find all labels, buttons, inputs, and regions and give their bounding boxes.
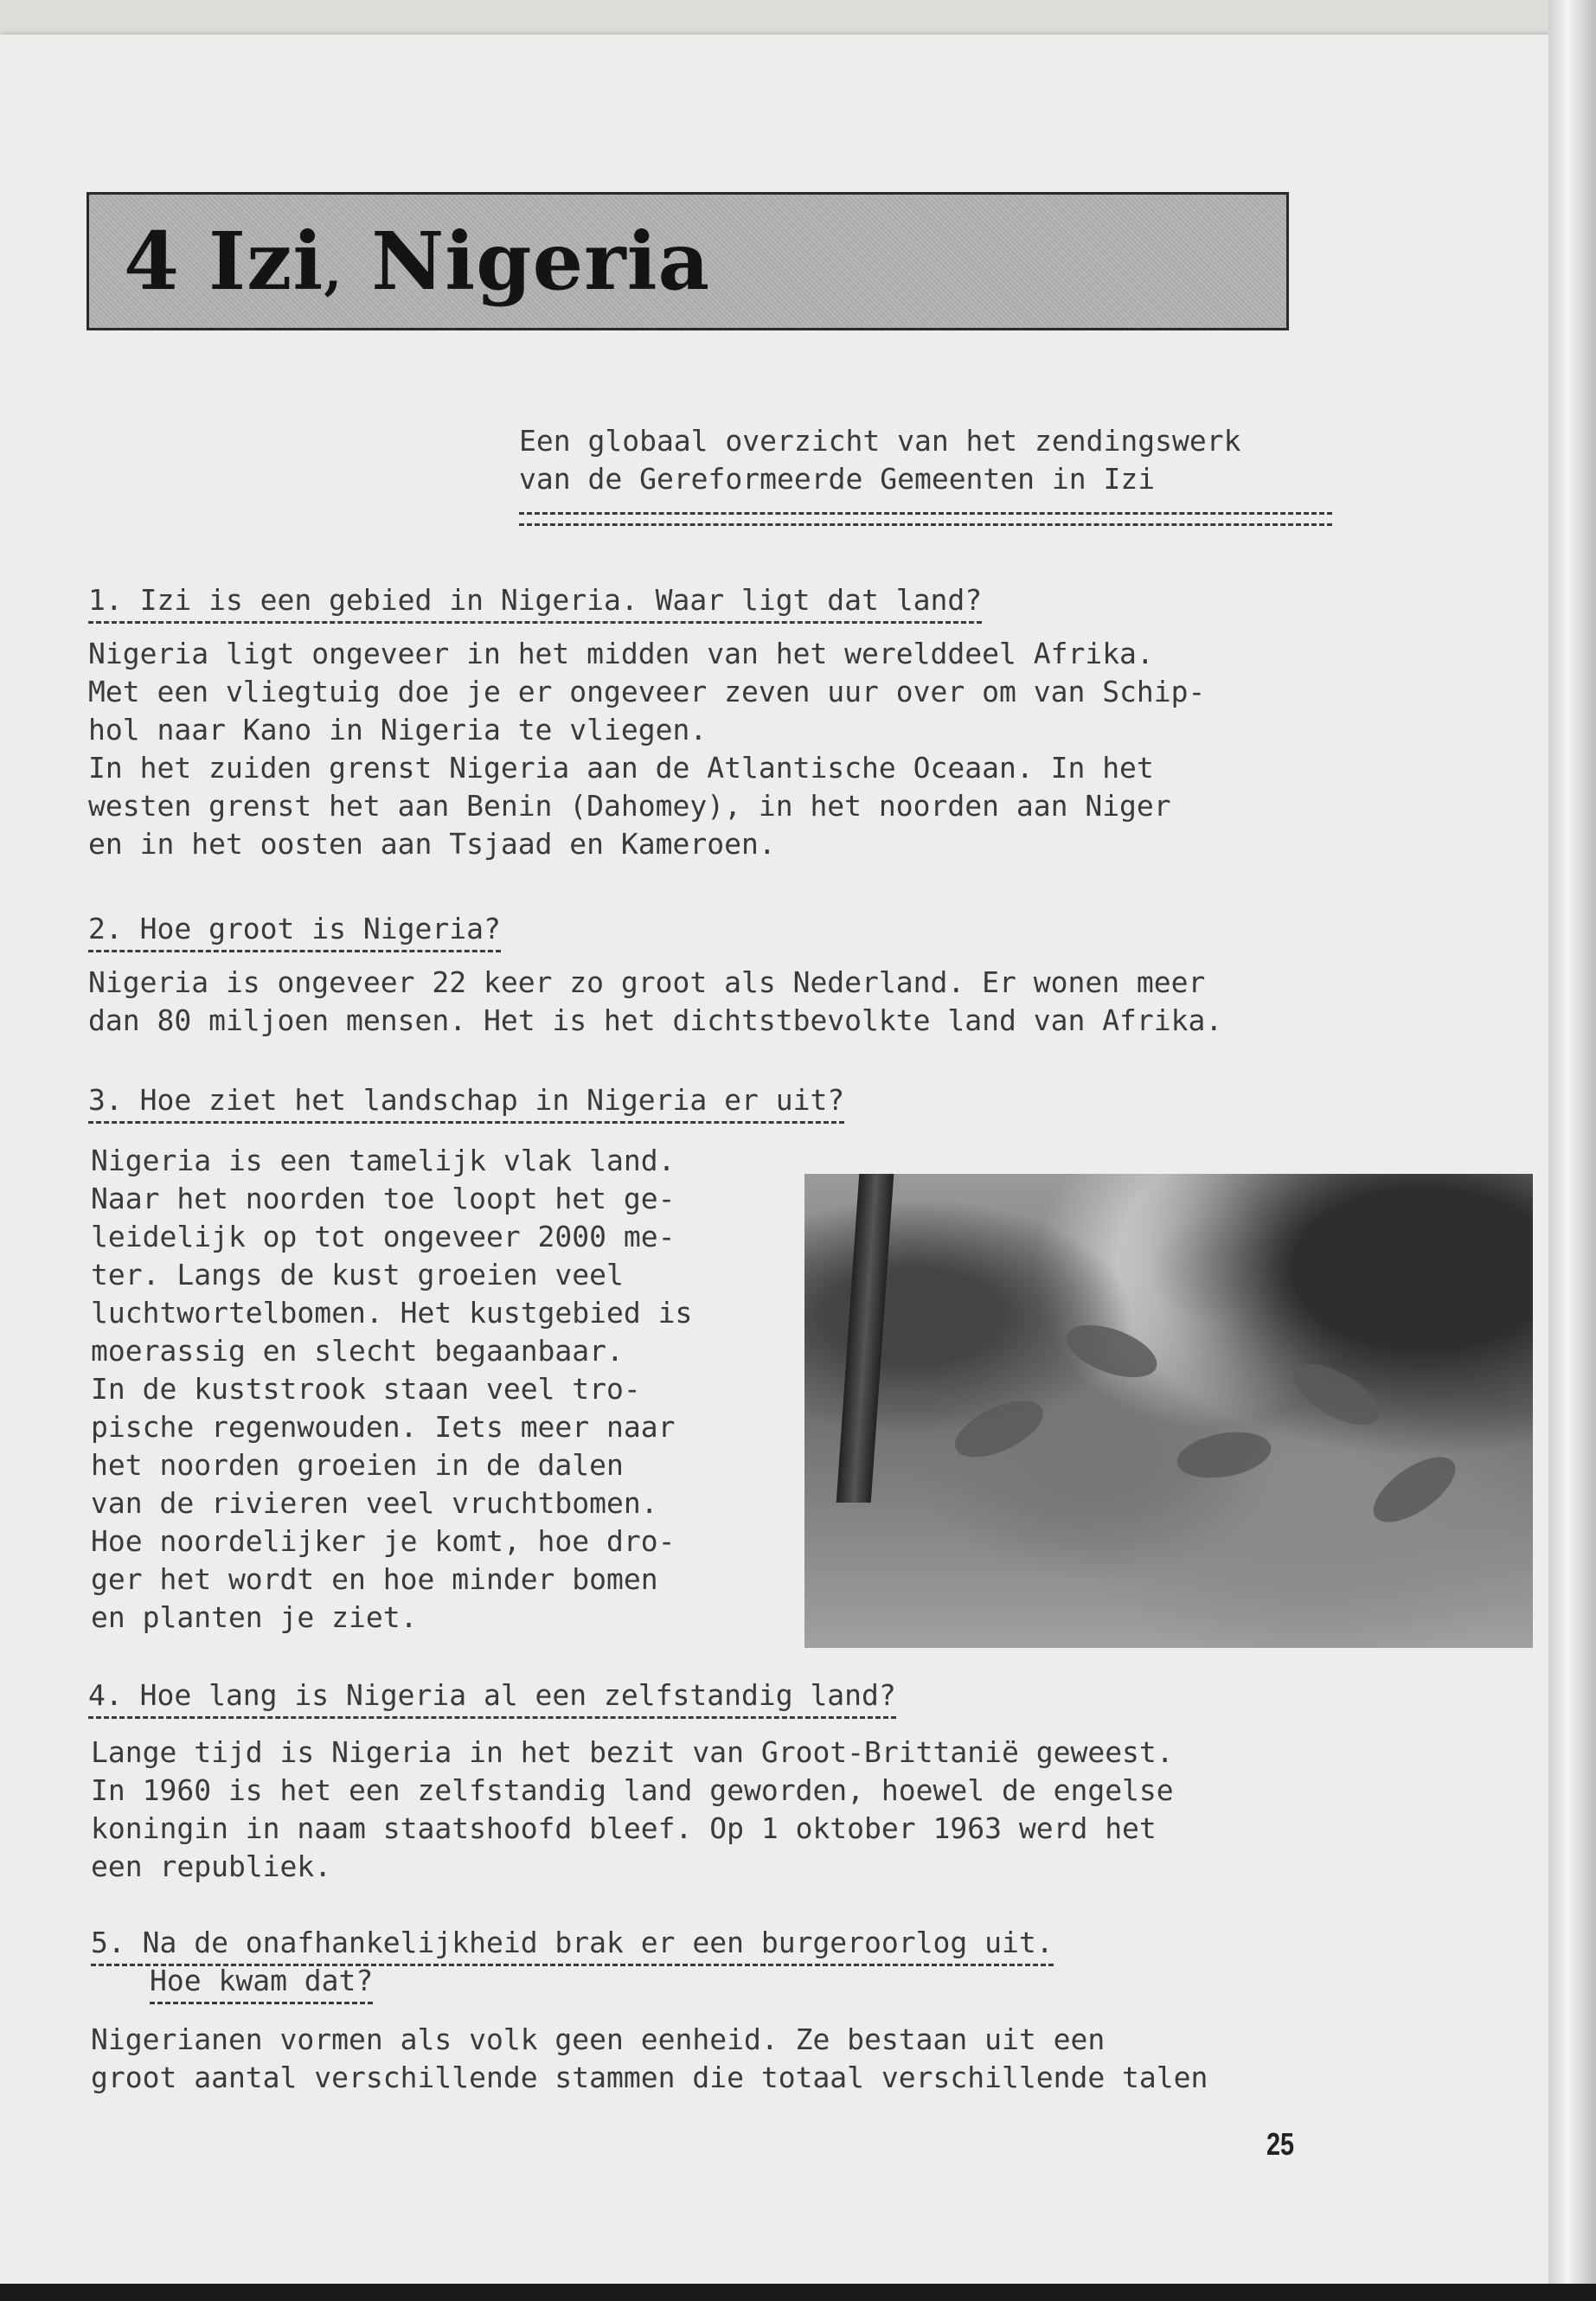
photo-tree-trunk <box>836 1174 894 1503</box>
section-1-heading: 1. Izi is een gebied in Nigeria. Waar ligt dat land? <box>88 581 982 624</box>
chapter-place: Izi <box>208 215 324 308</box>
section-2-body: Nigeria is ongeveer 22 keer zo groot als Nederland. Er wonen meer dan 80 miljoen mensen. Het is het dichtstbevolkte land van Afrika. <box>88 965 1223 1037</box>
section-2-heading: 2. Hoe groot is Nigeria? <box>88 910 501 952</box>
subtitle-double-rule <box>519 512 1332 526</box>
bottom-edge <box>0 2284 1596 2301</box>
photo-leaf <box>1173 1426 1274 1484</box>
section-1-body: Nigeria ligt ongeveer in het midden van het werelddeel Afrika. Met een vliegtuig doe je er ongeveer zeven uur over om van Schip- hol naar Kano in Nigeria te vliegen. In het zuiden grenst Nigeria aan de Atlantische Oceaan. In het westen grenst het aan Benin (Dahomey), in het noorden aan Niger en in het oosten aan Tsjaad en Kameroen. <box>88 637 1206 861</box>
section-5-heading-line-2: Hoe kwam dat? <box>150 1962 373 2004</box>
section-3-heading: 3. Hoe ziet het landschap in Nigeria er uit? <box>88 1081 844 1124</box>
section-4-heading: 4. Hoe lang is Nigeria al een zelfstandig land? <box>88 1676 896 1719</box>
photo-leaf <box>1363 1445 1466 1535</box>
chapter-country: Nigeria <box>371 215 711 308</box>
photo-leaf <box>947 1389 1052 1469</box>
chapter-title-banner <box>87 192 1289 330</box>
section-3-body: Nigeria is een tamelijk vlak land. Naar het noorden toe loopt het ge- leidelijk op tot ongeveer 2000 me- ter. Langs de kust groeien veel luchtwortelbomen. Het kustgebied is moerassig en slecht begaanbaar. In de kuststrook staan veel tro- pische regenwouden. Iets meer naar het noorden groeien in de dalen van de rivieren veel vruchtbomen. Hoe noordelijker je komt, hoe dro- ger het wordt en hoe minder bomen en planten je ziet. <box>91 1144 693 1634</box>
landscape-photo <box>804 1174 1533 1648</box>
section-5-heading: 5. Na de onafhankelijkheid brak er een burgeroorlog uit. <box>91 1924 1054 1966</box>
subtitle-line-2: van de Gereformeerde Gemeenten in Izi <box>519 462 1156 496</box>
page-number: 25 <box>1266 2126 1295 2162</box>
page-edge <box>1548 0 1596 2301</box>
photo-leaf <box>1060 1315 1163 1388</box>
subtitle-line-1: Een globaal overzicht van het zendingswerk <box>519 424 1241 458</box>
section-5-body: Nigerianen vormen als volk geen eenheid. Ze bestaan uit een groot aantal verschillende stammen die totaal verschillende talen <box>91 2022 1208 2094</box>
chapter-number: 4 <box>124 215 181 308</box>
photo-leaf <box>1285 1352 1388 1437</box>
section-4-body: Lange tijd is Nigeria in het bezit van Groot-Brittanië geweest. In 1960 is het een zelfstandig land geworden, hoewel de engelse koningin in naam staatshoofd bleef. Op 1 oktober 1963 werd het een republiek. <box>91 1735 1174 1883</box>
chapter-title: 4 Izi, Nigeria <box>124 215 711 308</box>
